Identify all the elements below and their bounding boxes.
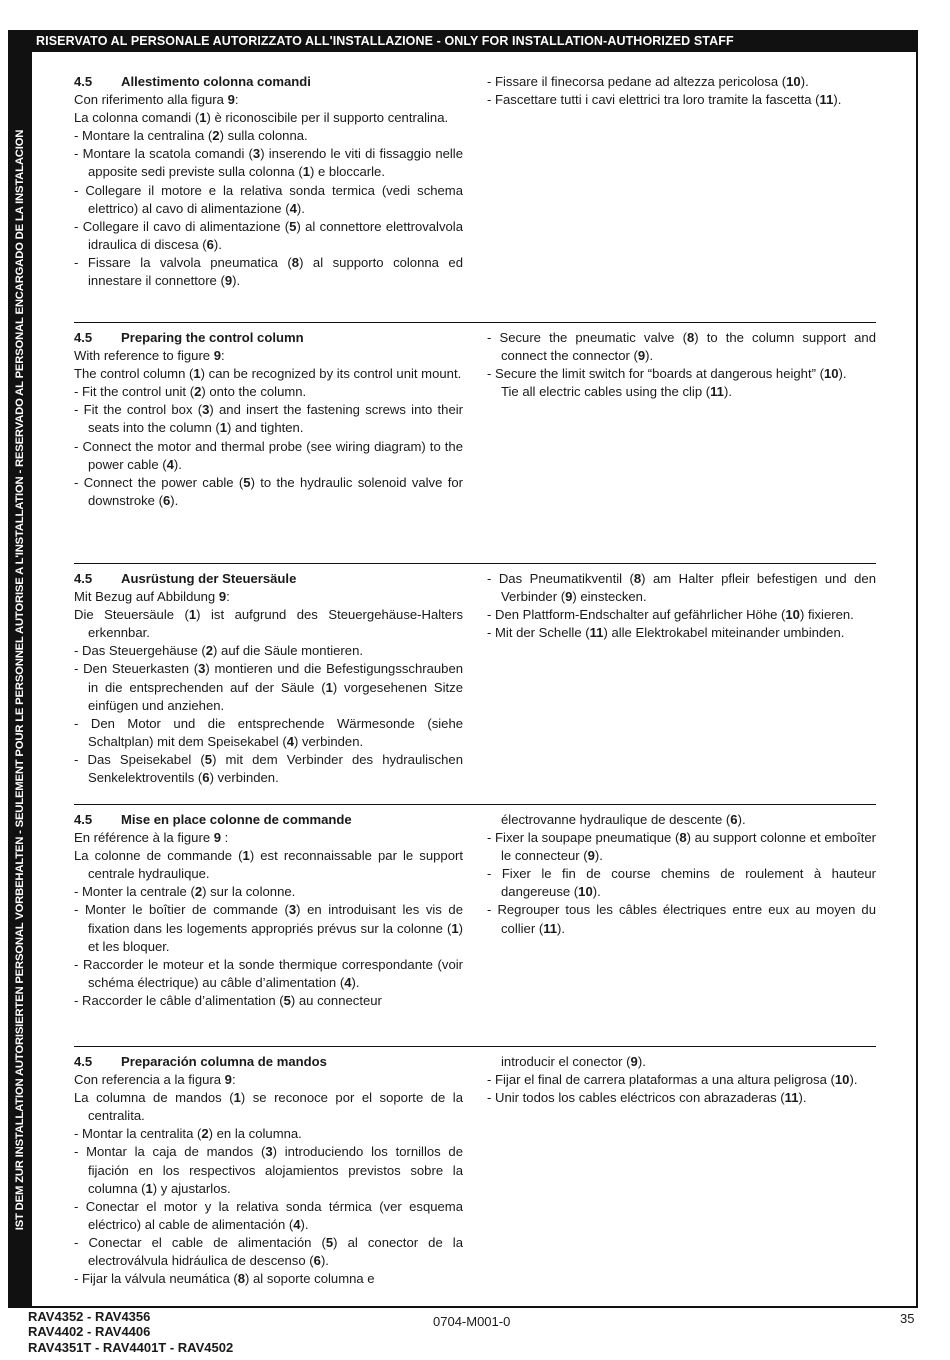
section-title: Preparing the control column <box>121 330 304 345</box>
list-item: - Montare la scatola comandi (3) inserendo le viti di fissaggio nelle apposite sedi previste sulla colonna (1) e bloccarle. <box>74 146 463 180</box>
list-item: - Das Pneumatikventil (8) am Halter pfleir befestigen und den Verbinder (9) einstecken. <box>487 571 876 605</box>
section-number: 4.5 <box>74 74 93 89</box>
section-spanish <box>74 1046 876 1297</box>
list-item: - Connect the power cable (5) to the hydraulic solenoid valve for downstroke (6). <box>74 474 463 508</box>
section-title: Ausrüstung der Steuersäule <box>121 571 297 586</box>
list-item: - Connect the motor and thermal probe (see wiring diagram) to the power cable (4). <box>74 438 463 472</box>
restricted-staff-banner: RISERVATO AL PERSONALE AUTORIZZATO ALL'INSTALLAZIONE - ONLY FOR INSTALLATION-AUTHORIZED STAFF <box>8 30 918 52</box>
section-french <box>74 804 876 1047</box>
section-title: Mise en place colonne de commande <box>121 812 352 827</box>
list-item: - Den Plattform-Endschalter auf gefährlicher Höhe (10) fixieren. <box>487 607 854 623</box>
list-item: - Raccorder le câble d’alimentation (5) au connecteur <box>74 992 382 1008</box>
list-item: - Das Steuergehäuse (2) auf die Säule montieren. <box>74 643 363 659</box>
paragraph: La columna de mandos (1) se reconoce por el soporte de la centralita. <box>74 1090 463 1124</box>
section-title: Allestimento colonna comandi <box>121 74 311 89</box>
list-item: - Conectar el cable de alimentación (5) al conector de la electroválvula hidráulica de descenso (6). <box>74 1234 463 1269</box>
section-german <box>74 563 876 804</box>
paragraph: Con referencia a la figura 9: <box>74 1072 236 1088</box>
column-left <box>74 1053 463 1288</box>
list-item: - Montar la caja de mandos (3) introduciendo los tornillos de fijación en los respectivos alojamientos previstos sobre la columna (1) y ajustarlos. <box>74 1144 463 1196</box>
paragraph: électrovanne hydraulique de descente (6). <box>501 812 746 827</box>
section-heading <box>74 570 463 588</box>
section-heading <box>74 1053 463 1071</box>
list-item: - Collegare il motore e la relativa sonda termica (vedi schema elettrico) al cavo di alimentazione (4). <box>74 182 463 216</box>
side-banner-text: IST DEM ZUR INSTALLATION AUTORISIERTEN PERSONAL VORBEHALTEN - SEULEMENT POUR LE PERSONNEL AUTORISE A L'INSTALLATION - RESERVADO AL PERSONAL ENCARGADO DE LA INSTALACION <box>14 129 26 1231</box>
list-item: - Raccorder le moteur et la sonde thermique correspondante (voir schéma électrique) au câble d’alimentation (4). <box>74 956 464 990</box>
paragraph: Mit Bezug auf Abbildung 9: <box>74 589 230 605</box>
list-item: - Monter la centrale (2) sur la colonne. <box>74 884 296 900</box>
page-number: 35 <box>900 1311 915 1326</box>
paragraph: With reference to figure 9: <box>74 348 225 364</box>
list-item: - Fissare la valvola pneumatica (8) al supporto colonna ed innestare il connettore (9). <box>74 254 463 289</box>
list-item: - Unir todos los cables eléctricos con abrazaderas (11). <box>487 1090 807 1106</box>
list-item: - Den Steuerkasten (3) montieren und die Befestigungsschrauben in die entsprechenden auf der Säule (1) vorgesehenen Sitze einfügen und anziehen. <box>74 661 464 713</box>
side-banner <box>8 52 32 1308</box>
model-line: RAV4402 - RAV4406 <box>28 1324 151 1340</box>
model-line: RAV4351T - RAV4401T - RAV4502 <box>28 1339 234 1355</box>
section-number: 4.5 <box>74 571 93 586</box>
list-item: - Fit the control unit (2) onto the column. <box>74 384 307 400</box>
section-italian <box>74 66 876 322</box>
section-title: Preparación columna de mandos <box>121 1054 327 1069</box>
paragraph: Die Steuersäule (1) ist aufgrund des Steuergehäuse-Halters erkennbar. <box>74 607 463 641</box>
list-item: - Montare la centralina (2) sulla colonna. <box>74 128 308 144</box>
document-code: 0704-M001-0 <box>433 1314 511 1329</box>
list-item: - Mit der Schelle (11) alle Elektrokabel miteinander umbinden. <box>487 625 845 641</box>
list-item: - Secure the pneumatic valve (8) to the column support and connect the connector (9). <box>487 330 876 364</box>
list-item: - Fixer le fin de course chemins de roulement à hauteur dangereuse (10). <box>487 866 876 900</box>
column-left <box>74 811 463 1010</box>
column-left <box>74 570 463 787</box>
paragraph: Con riferimento alla figura 9: <box>74 92 239 108</box>
list-item: - Collegare il cavo di alimentazione (5) al connettore elettrovalvola idraulica di discesa (6). <box>74 218 463 252</box>
column-left <box>74 73 463 290</box>
list-item: - Fixer la soupape pneumatique (8) au support colonne et emboîter le connecteur (9). <box>487 830 877 864</box>
list-item: - Fijar la válvula neumática (8) al soporte columna e <box>74 1271 375 1287</box>
paragraph: En référence à la figure 9 : <box>74 830 229 846</box>
paragraph: The control column (1) can be recognized by its control unit mount. <box>74 366 462 382</box>
column-right <box>487 329 876 401</box>
list-item: - Fit the control box (3) and insert the fastening screws into their seats into the column (1) and tighten. <box>74 402 464 436</box>
column-right <box>487 811 876 938</box>
list-item: - Fijar el final de carrera plataformas a una altura peligrosa (10). <box>487 1072 858 1088</box>
list-item: - Monter le boîtier de commande (3) en introduisant les vis de fixation dans les logements appropriés prévus sur la colonne (1) et les bloquer. <box>74 902 463 954</box>
list-item: - Secure the limit switch for “boards at dangerous height” (10). <box>487 366 847 382</box>
model-line: RAV4352 - RAV4356 <box>28 1309 151 1324</box>
list-item: - Fissare il finecorsa pedane ad altezza pericolosa (10). <box>487 74 809 89</box>
column-left <box>74 329 463 510</box>
column-right <box>487 73 876 109</box>
section-heading <box>74 811 463 829</box>
column-right <box>487 570 876 642</box>
paragraph: La colonna comandi (1) è riconoscibile per il supporto centralina. <box>74 110 449 126</box>
list-item: - Montar la centralita (2) en la columna. <box>74 1126 302 1142</box>
list-item: - Conectar el motor y la relativa sonda térmica (ver esquema eléctrico) al cable de alimentación (4). <box>74 1198 463 1232</box>
section-number: 4.5 <box>74 1054 93 1069</box>
list-item: - Den Motor und die entsprechende Wärmesonde (siehe Schaltplan) mit dem Speisekabel (4) verbinden. <box>74 715 464 749</box>
list-item: - Regrouper tous les câbles électriques entre eux au moyen du collier (11). <box>487 902 876 936</box>
model-list <box>28 1309 233 1355</box>
paragraph: introducir el conector (9). <box>501 1054 646 1069</box>
list-item: - Fascettare tutti i cavi elettrici tra loro tramite la fascetta (11). <box>487 92 842 108</box>
list-item: - Das Speisekabel (5) mit dem Verbinder des hydraulischen Senkelektroventils (6) verbinden. <box>74 751 463 786</box>
section-heading <box>74 73 463 91</box>
section-number: 4.5 <box>74 812 93 827</box>
paragraph: Tie all electric cables using the clip (11). <box>501 384 732 400</box>
column-right <box>487 1053 876 1107</box>
paragraph: La colonne de commande (1) est reconnaissable par le support centrale hydraulique. <box>74 848 463 882</box>
section-number: 4.5 <box>74 330 93 345</box>
section-heading <box>74 329 463 347</box>
section-english <box>74 322 876 563</box>
